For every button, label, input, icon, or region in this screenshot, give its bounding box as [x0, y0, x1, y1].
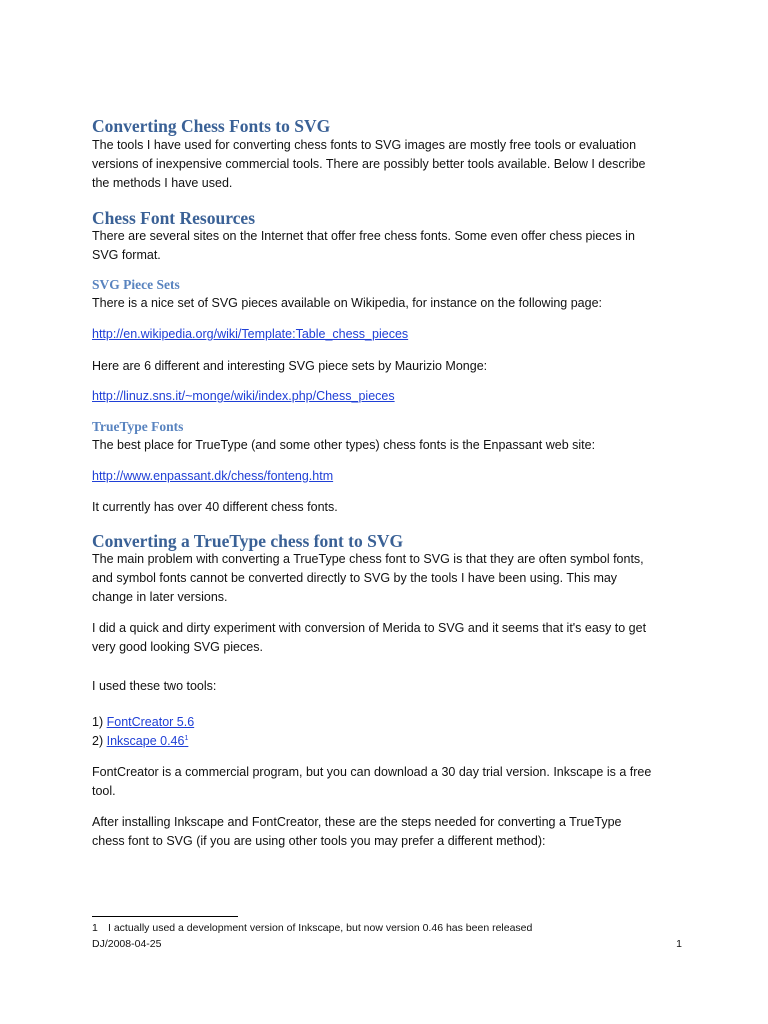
- footnote-reference[interactable]: 1: [184, 734, 189, 742]
- svg-sets-text: There is a nice set of SVG pieces available on Wikipedia, for instance on the following page:: [92, 296, 603, 310]
- resources-paragraph: [92, 227, 682, 265]
- document-title: Converting Chess Fonts to SVG: [92, 116, 331, 136]
- list-item-number: 2): [92, 734, 104, 748]
- footnote-number: 1: [92, 922, 98, 934]
- page-number: 1: [676, 938, 682, 950]
- enpassant-link-line: [92, 467, 682, 486]
- document-page: [92, 0, 682, 1024]
- subsection-heading-svg-piece-sets: SVG Piece Sets: [92, 277, 180, 292]
- converting-paragraph-3: I used these two tools:: [92, 679, 217, 693]
- converting-paragraph-5: After installing Inkscape and FontCreator, these are the steps needed for converting a TrueType chess font to SVG (if you are using other tools you may prefer a different method):: [92, 815, 622, 848]
- wikipedia-link-line: [92, 325, 682, 344]
- intro-line: The tools I have used for converting chess fonts to SVG images are mostly free tools or evaluation: [92, 138, 637, 152]
- intro-line: versions of inexpensive commercial tools. There are possibly better tools available. Below I describe: [92, 157, 646, 171]
- monge-text: Here are 6 different and interesting SVG piece sets by Maurizio Monge:: [92, 359, 488, 373]
- list-item: [92, 732, 682, 751]
- wikipedia-chess-pieces-link[interactable]: http://en.wikipedia.org/wiki/Template:Table_chess_pieces: [92, 327, 409, 341]
- intro-line: the methods I have used.: [92, 176, 233, 190]
- fontcreator-link[interactable]: FontCreator 5.6: [106, 715, 195, 729]
- resources-line: SVG format.: [92, 248, 161, 262]
- enpassant-link[interactable]: http://www.enpassant.dk/chess/fonteng.htm: [92, 469, 334, 483]
- monge-link-line: [92, 387, 682, 406]
- intro-paragraph: [92, 136, 682, 193]
- section-heading-converting: Converting a TrueType chess font to SVG: [92, 531, 404, 551]
- footnote: [92, 921, 532, 935]
- subsection-heading-truetype-fonts: TrueType Fonts: [92, 419, 184, 434]
- tools-list: [92, 713, 682, 751]
- truetype-text: The best place for TrueType (and some other types) chess fonts is the Enpassant web site:: [92, 438, 596, 452]
- list-item: [92, 713, 682, 732]
- converting-paragraph-2: I did a quick and dirty experiment with conversion of Merida to SVG and it seems that it's easy to get very good looking SVG pieces.: [92, 621, 647, 654]
- footer-author-date: DJ/2008-04-25: [92, 938, 162, 950]
- footnote-separator: [92, 916, 238, 917]
- resources-line: There are several sites on the Internet that offer free chess fonts. Some even offer chess pieces in: [92, 229, 635, 243]
- converting-paragraph-4: FontCreator is a commercial program, but you can download a 30 day trial version. Inkscape is a free tool.: [92, 765, 652, 798]
- inkscape-link[interactable]: Inkscape 0.46$^1$: [106, 734, 189, 748]
- section-heading-resources: Chess Font Resources: [92, 208, 256, 228]
- converting-paragraph-1: The main problem with converting a TrueType chess font to SVG is that they are often symbol fonts, and symbol fonts cannot be converted directly to SVG by the tools I have been using. This may change in later versions.: [92, 552, 644, 604]
- truetype-count-text: It currently has over 40 different chess fonts.: [92, 500, 338, 514]
- footnote-text: I actually used a development version of Inkscape, but now version 0.46 has been released: [108, 922, 533, 934]
- monge-chess-pieces-link[interactable]: http://linuz.sns.it/~monge/wiki/index.php/Chess_pieces: [92, 389, 395, 403]
- list-item-number: 1): [92, 715, 104, 729]
